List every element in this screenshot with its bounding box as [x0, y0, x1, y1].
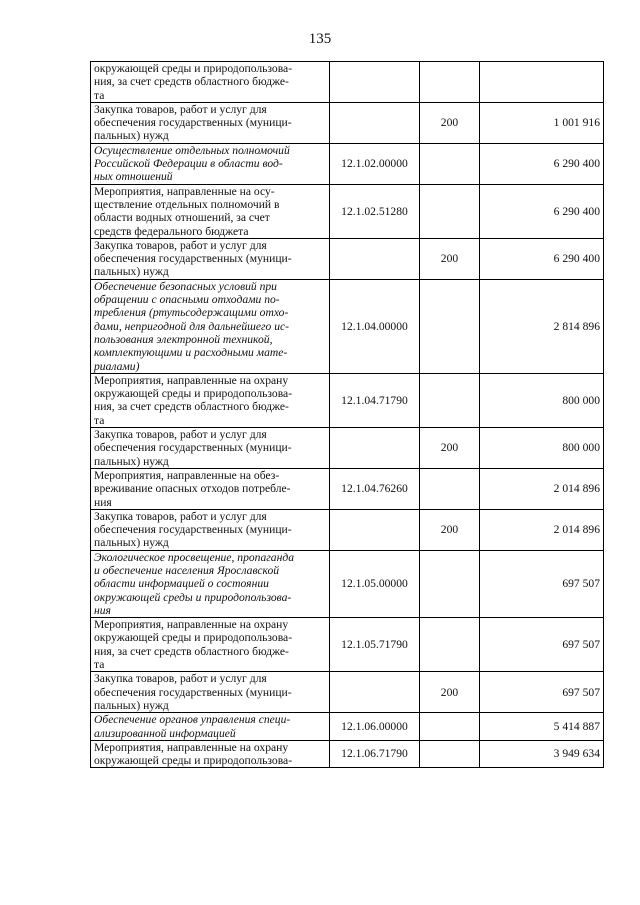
- row-amount: 800 000: [480, 373, 604, 427]
- row-amount: 697 507: [480, 550, 604, 617]
- table-row: [91, 550, 604, 617]
- budget-table: [90, 61, 604, 768]
- table-row: [91, 618, 604, 672]
- table-row: [91, 184, 604, 238]
- table-row: [91, 428, 604, 469]
- row-expense-type: [420, 740, 480, 768]
- row-name: Мероприятия, направленные на обез- вреживание опасных отходов потребле- ния: [91, 468, 330, 509]
- row-name: Мероприятия, направленные на охрану окружающей среды и природопользова-: [91, 740, 330, 768]
- row-expense-type: [420, 713, 480, 741]
- row-amount: 6 290 400: [480, 184, 604, 238]
- row-code: 12.1.02.00000: [330, 143, 420, 184]
- row-code: [330, 102, 420, 143]
- row-name: Осуществление отдельных полномочий Российской Федерации в области вод- ных отношений: [91, 143, 330, 184]
- page-number: 135: [308, 31, 332, 47]
- row-expense-type: [420, 279, 480, 373]
- table-row: [91, 102, 604, 143]
- row-name: Закупка товаров, работ и услуг для обеспечения государственных (муници- пальных) нужд: [91, 672, 330, 713]
- row-code: [330, 428, 420, 469]
- row-expense-type: [420, 550, 480, 617]
- table-row: [91, 238, 604, 279]
- table-row: [91, 713, 604, 741]
- row-code: 12.1.04.71790: [330, 373, 420, 427]
- row-expense-type: [420, 143, 480, 184]
- row-amount: 2 014 896: [480, 468, 604, 509]
- row-name: Закупка товаров, работ и услуг для обеспечения государственных (муници- пальных) нужд: [91, 238, 330, 279]
- row-code: 12.1.06.00000: [330, 713, 420, 741]
- row-code: [330, 509, 420, 550]
- row-code: 12.1.06.71790: [330, 740, 420, 768]
- row-name: Мероприятия, направленные на осу- ществление отдельных полномочий в области водных отношений, за счет средств федерального бюджета: [91, 184, 330, 238]
- row-code: 12.1.05.00000: [330, 550, 420, 617]
- row-code: 12.1.04.76260: [330, 468, 420, 509]
- row-amount: 2 814 896: [480, 279, 604, 373]
- row-expense-type: [420, 618, 480, 672]
- table-row: [91, 62, 604, 103]
- row-expense-type: 200: [420, 509, 480, 550]
- row-amount: 1 001 916: [480, 102, 604, 143]
- row-expense-type: [420, 62, 480, 103]
- row-expense-type: [420, 468, 480, 509]
- row-code: 12.1.04.00000: [330, 279, 420, 373]
- row-name: окружающей среды и природопользова- ния, за счет средств областного бюдже- та: [91, 62, 330, 103]
- row-amount: 697 507: [480, 672, 604, 713]
- row-amount: 3 949 634: [480, 740, 604, 768]
- row-amount: 6 290 400: [480, 238, 604, 279]
- budget-table-body: [91, 62, 604, 768]
- row-expense-type: 200: [420, 428, 480, 469]
- row-expense-type: [420, 184, 480, 238]
- row-expense-type: 200: [420, 102, 480, 143]
- table-row: [91, 509, 604, 550]
- table-row: [91, 672, 604, 713]
- row-amount: 5 414 887: [480, 713, 604, 741]
- row-code: 12.1.05.71790: [330, 618, 420, 672]
- row-amount: [480, 62, 604, 103]
- row-code: [330, 672, 420, 713]
- row-name: Закупка товаров, работ и услуг для обеспечения государственных (муници- пальных) нужд: [91, 428, 330, 469]
- row-amount: 2 014 896: [480, 509, 604, 550]
- table-row: [91, 468, 604, 509]
- table-row: [91, 740, 604, 768]
- row-name: Мероприятия, направленные на охрану окружающей среды и природопользова- ния, за счет средств областного бюдже- та: [91, 373, 330, 427]
- row-expense-type: [420, 373, 480, 427]
- row-expense-type: 200: [420, 672, 480, 713]
- row-name: Мероприятия, направленные на охрану окружающей среды и природопользова- ния, за счет средств областного бюдже- та: [91, 618, 330, 672]
- row-expense-type: 200: [420, 238, 480, 279]
- table-row: [91, 143, 604, 184]
- table-row: [91, 373, 604, 427]
- row-name: Экологическое просвещение, пропаганда и обеспечение населения Ярославской области информацией о состоянии окружающей среды и природопользова- ния: [91, 550, 330, 617]
- row-name: Обеспечение органов управления специ- ализированной информацией: [91, 713, 330, 741]
- row-name: Закупка товаров, работ и услуг для обеспечения государственных (муници- пальных) нужд: [91, 102, 330, 143]
- row-code: [330, 238, 420, 279]
- row-amount: 6 290 400: [480, 143, 604, 184]
- row-amount: 697 507: [480, 618, 604, 672]
- row-code: [330, 62, 420, 103]
- table-row: [91, 279, 604, 373]
- row-name: Обеспечение безопасных условий при обращении с опасными отходами по- требления (ртутьсодержащими отхо- дами, непригодной для дальнейшего ис- пользования электронной техникой, комплектующими и расходными мате- риалами): [91, 279, 330, 373]
- row-code: 12.1.02.51280: [330, 184, 420, 238]
- row-amount: 800 000: [480, 428, 604, 469]
- row-name: Закупка товаров, работ и услуг для обеспечения государственных (муници- пальных) нужд: [91, 509, 330, 550]
